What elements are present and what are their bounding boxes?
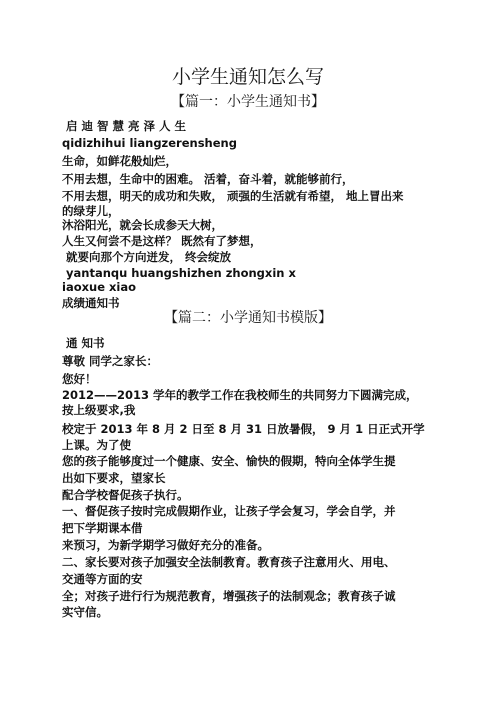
body-line: 沐浴阳光，就会长成参天大树，	[62, 218, 223, 232]
body-line: 把下学期课本借	[62, 521, 143, 535]
body-line: 上课。为了使	[62, 438, 131, 452]
body-line: iaoxue xiao	[62, 280, 137, 294]
body-line: 来预习，为新学期学习做好充分的准备。	[62, 538, 269, 552]
body-line: 一、督促孩子按时完成假期作业，让孩子学会复习，学会自学，并	[62, 504, 396, 518]
body-line: 不用去想，生命中的困难。 活着，奋斗着，就能够前行，	[62, 172, 354, 186]
body-line: 成绩通知书	[62, 296, 120, 310]
body-line: 二、家长要对孩子加强安全法制教育。教育孩子注意用火、用电、	[62, 555, 396, 569]
body-line: 出如下要求，望家长	[62, 471, 166, 485]
body-line: 配合学校督促孩子执行。	[62, 488, 189, 502]
body-line: 实守信。	[62, 605, 108, 619]
body-line: 全；对孩子进行行为规范教育，增强孩子的法制观念；教育孩子诚	[62, 589, 396, 603]
page-title: 小学生通知怎么写	[171, 66, 324, 88]
body-line: 交通等方面的安	[62, 572, 143, 586]
body-line: 的绿芽儿，	[62, 204, 120, 218]
body-line: 尊敬 同学之家长：	[62, 354, 159, 368]
body-line: 2012——2013 学年的教学工作在我校师生的共同努力下圆满完成，	[62, 388, 418, 402]
section2-heading: 【篇二：小学通知书模版】	[164, 310, 332, 326]
body-line: qidizhihui liangzerensheng	[62, 136, 237, 150]
body-line: 生命，如鲜花般灿烂，	[62, 154, 177, 168]
body-line: 启 迪 智 慧 亮 泽 人 生	[66, 119, 187, 133]
body-line: 您的孩子能够度过一个健康、安全、愉快的假期，特向全体学生提	[62, 454, 396, 468]
body-line: 按上级要求,我	[62, 403, 136, 417]
body-line: yantanqu huangshizhen zhongxin x	[66, 266, 296, 280]
body-line: 人生又何尝不是这样？ 既然有了梦想，	[62, 234, 262, 248]
body-line: 通 知书	[66, 336, 105, 350]
body-line: 就要向那个方向迸发， 终会绽放	[66, 250, 232, 264]
body-line: 校定于 2013 年 8 月 2 日至 8 月 31 日放暑假， 9 月 1 日正式开学	[62, 422, 425, 436]
section1-heading: 【篇一：小学生通知书】	[171, 94, 325, 110]
body-line: 您好！	[62, 372, 97, 386]
body-line: 不用去想，明天的成功和失败， 顽强的生活就有希望， 地上冒出来	[62, 189, 404, 203]
